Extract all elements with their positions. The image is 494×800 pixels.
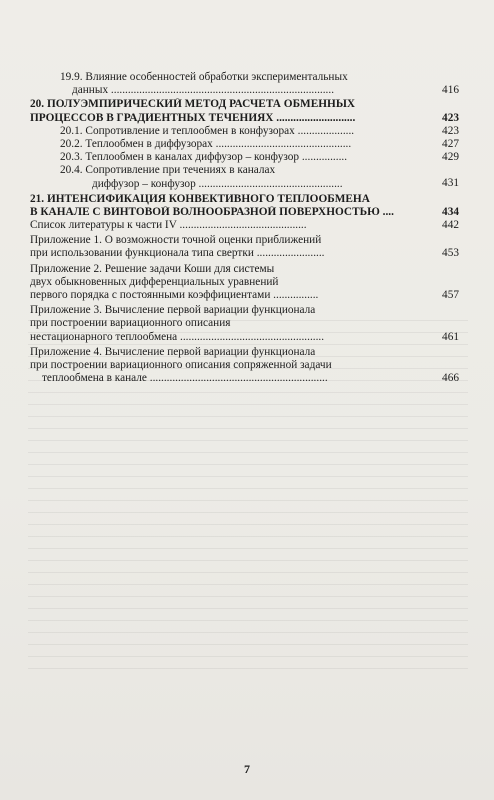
toc-line (30, 219, 459, 232)
toc-page-number: 427 (442, 137, 459, 150)
toc-line-text: Приложение 4. Вычисление первой вариации функционала (30, 345, 316, 358)
toc-line (60, 164, 459, 177)
toc-page-number: 423 (442, 124, 459, 137)
page-folio: 7 (244, 762, 250, 776)
toc-page-number: 461 (442, 330, 459, 343)
toc-line-text: Приложение 1. О возможности точной оценки приближений (30, 234, 322, 247)
toc-line-text: 20.1. Сопротивление и теплообмен в конфузорах .................... (60, 124, 355, 137)
toc-page-number: 453 (442, 247, 459, 260)
toc-line-text: при построении вариационного описания сопряженной задачи (30, 358, 332, 371)
toc-line-text: первого порядка с постоянными коэффициентами ................ (30, 289, 319, 301)
toc-line-text: Приложение 2. Решение задачи Коши для системы (30, 262, 275, 275)
toc-line-text: данных ............................................................................... (72, 84, 335, 97)
toc-page-number: 429 (442, 151, 459, 164)
toc-line-text: диффузор – конфузор ................................................... (92, 177, 343, 190)
toc-line-text: при использовании функционала типа свертки ........................ (30, 247, 325, 260)
toc-line (30, 193, 459, 206)
toc-line-text: двух обыкновенных дифференциальных уравнений (30, 275, 279, 288)
toc-line (30, 234, 459, 247)
toc-line (30, 247, 459, 260)
toc-line-text: ПРОЦЕССОВ В ГРАДИЕНТНЫХ ТЕЧЕНИЯХ ............................ (30, 111, 356, 124)
toc-line-text: 20. ПОЛУЭМПИРИЧЕСКИЙ МЕТОД РАСЧЕТА ОБМЕННЫХ (30, 98, 356, 111)
toc-page-number: 442 (442, 219, 459, 232)
toc-line (30, 317, 459, 330)
toc-entry (30, 138, 459, 151)
toc-line (30, 112, 459, 125)
toc-page-number: 423 (442, 111, 459, 124)
toc-entry-appendix (30, 263, 459, 303)
toc-entry-chapter (30, 193, 459, 219)
toc-entry (30, 219, 459, 232)
toc-line (30, 304, 459, 317)
toc-entry (30, 151, 459, 164)
toc-line (60, 138, 459, 151)
toc-line (30, 289, 459, 302)
table-of-contents (30, 71, 459, 385)
toc-entry (30, 71, 459, 97)
toc-line (30, 276, 459, 289)
toc-page-number: 457 (442, 288, 459, 301)
toc-line (30, 206, 459, 219)
toc-line (60, 125, 459, 138)
toc-line (60, 71, 459, 84)
toc-entry-appendix (30, 234, 459, 260)
toc-line (30, 346, 459, 359)
toc-line-text: 20.2. Теплообмен в диффузорах ................................................ (60, 137, 352, 150)
toc-page-number: 434 (442, 205, 459, 218)
toc-line-text: Список литературы к части IV ............................................. (30, 219, 307, 232)
toc-line-text: при построении вариационного описания (30, 317, 231, 330)
toc-entry-chapter (30, 98, 459, 124)
toc-line (30, 359, 459, 372)
toc-line (30, 263, 459, 276)
toc-page-number: 431 (442, 177, 459, 190)
toc-line (60, 84, 459, 97)
toc-line (60, 151, 459, 164)
toc-line-text: В КАНАЛЕ С ВИНТОВОЙ ВОЛНООБРАЗНОЙ ПОВЕРХНОСТЬЮ .... (30, 205, 394, 218)
toc-page-number: 416 (442, 84, 459, 97)
toc-line (60, 178, 459, 191)
toc-line (30, 372, 459, 385)
toc-line (30, 331, 459, 344)
toc-line (30, 98, 459, 111)
toc-line-text: 20.4. Сопротивление при течениях в каналах (60, 164, 276, 177)
toc-line-text: 19.9. Влияние особенностей обработки экспериментальных (60, 71, 348, 83)
toc-line-text: теплообмена в канале ............................................................... (42, 372, 328, 385)
toc-entry-appendix (30, 346, 459, 386)
toc-line-text: 20.3. Теплообмен в каналах диффузор – конфузор ................ (60, 151, 348, 164)
toc-entry-appendix (30, 304, 459, 344)
toc-line-text: Приложение 3. Вычисление первой вариации функционала (30, 304, 316, 317)
toc-line-text: нестационарного теплообмена ................................................... (30, 330, 325, 343)
toc-page-number: 466 (442, 372, 459, 385)
toc-entry (30, 125, 459, 138)
toc-line-text: 21. ИНТЕНСИФИКАЦИЯ КОНВЕКТИВНОГО ТЕПЛООБМЕНА (30, 192, 370, 205)
toc-entry (30, 164, 459, 190)
